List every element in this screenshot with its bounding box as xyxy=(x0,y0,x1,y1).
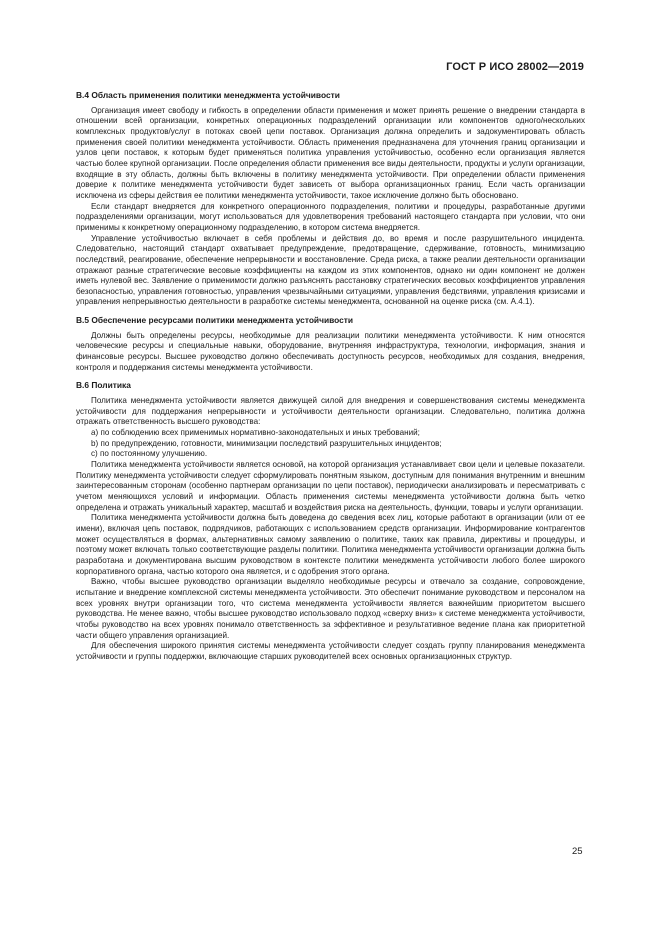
section-b6 xyxy=(76,380,585,662)
page-number: 25 xyxy=(572,846,583,857)
section-heading: В.4 Область применения политики менеджмента устойчивости xyxy=(76,90,340,100)
section-heading: В.6 Политика xyxy=(76,380,131,391)
list-item: b) по предупреждению, готовности, минимизации последствий разрушительных инцидентов; xyxy=(91,438,442,448)
page-content xyxy=(76,90,585,669)
section-heading: В.5 Обеспечение ресурсами политики менеджмента устойчивости xyxy=(76,315,354,326)
paragraph: Политика менеджмента устойчивости является движущей силой для внедрения и совершенствования системы менеджмента устойчивости для поддержания непрерывности и устойчивости деятельности организации. Следовательно, политика должна отражать ответственность высшего руководства: xyxy=(76,396,585,427)
list-item: c) по постоянному улучшению. xyxy=(91,449,208,459)
section-b5 xyxy=(76,315,585,373)
responsibility-list xyxy=(76,428,585,460)
list-item: a) по соблюдению всех применимых нормативно-законодательных и иных требований; xyxy=(91,428,420,438)
paragraph: Политика менеджмента устойчивости должна быть доведена до сведения всех лиц, которые работают в организации (или от ее имени), включая цепь поставок, подрядчиков, работающих с использованием средств организации. Информирование контрагентов может осуществляться в формах, альтернативных самому заявлению о политике, таких как правила, директивы и процедуры, и поэтому может включать только соответствующие разделы политики. Политика менеджмента устойчивости организации должна быть разработана и документирована высшим руководством в контексте политики менеджмента устойчивости любого более широкого корпоративного органа, частью которого она является, и с одобрения этого органа. xyxy=(76,513,585,576)
paragraph: Если стандарт внедряется для конкретного операционного подразделения, политики и процедуры, разработанные другими подразделениями организации, могут использоваться для удовлетворения требований настоящего стандарта при условии, что они применимы к конкретному операционному подразделению, в котором система внедряется. xyxy=(76,201,585,232)
paragraph: Политика менеджмента устойчивости является основой, на которой организация устанавливает свои цели и целевые показатели. Политику менеджмента устойчивости следует сформулировать понятным языком, доступным для понимания внутренним и внешним заинтересованным сторонам (особенно партнерам организации по цепи поставок), периодически анализировать и пересматривать с учетом меняющихся условий и информации. Область применения системы менеджмента устойчивости должна быть четко определена и отражать уникальный характер, масштаб и воздействия риска на деятельность, функции, товары и услуги организации. xyxy=(76,460,585,512)
paragraph: Должны быть определены ресурсы, необходимые для реализации политики менеджмента устойчивости. К ним относятся человеческие ресурсы и специальные навыки, оборудование, внутренняя инфраструктура, технологии, информация, знания и финансовые ресурсы. Высшее руководство должно обеспечивать доступность ресурсов, необходимых для создания, внедрения, контроля и поддержания системы менеджмента устойчивости. xyxy=(76,330,585,372)
paragraph: Для обеспечения широкого принятия системы менеджмента устойчивости следует создать группу планирования менеджмента устойчивости и группы поддержки, включающие старших руководителей всех основных организационных структур. xyxy=(76,641,585,661)
document-code-header: ГОСТ Р ИСО 28002—2019 xyxy=(446,61,584,73)
paragraph: Организация имеет свободу и гибкость в определении области применения и может принять решение о внедрении стандарта в отношении всей организации, конкретных операционных подразделений организации или компонентов одного/нескольких комплексных продуктов/услуг в потоках своей цепи поставок. Организация должна определить и задокументировать область применения своей политики менеджмента устойчивости. Область применения предназначена для уточнения границ организации и узлов цепи поставок, к которым будет применяться политика управления устойчивостью, особенно если организация является частью более крупной организации. После определения области применения все виды деятельности, продукты и услуги организации, входящие в эту область, должны быть включены в политику менеджмента устойчивости. При определении области применения доверие к политике менеджмента устойчивости будет зависеть от выбора организационных границ. Если часть организации исключена из сферы действия ее политики менеджмента устойчивости, такое исключение должно быть обосновано. xyxy=(76,105,585,200)
paragraph: Важно, чтобы высшее руководство организации выделяло необходимые ресурсы и отвечало за создание, сопровождение, испытание и внедрение комплексной системы менеджмента устойчивости. Это обеспечит понимание руководством и персоналом на всех уровнях внутри организации того, что система менеджмента устойчивости является важнейшим приоритетом высшего руководства. Не менее важно, чтобы высшее руководство использовало подход «сверху вниз» к системе менеджмента устойчивости, чтобы руководство на всех уровнях понимало ответственность за эффективное и результативное ведение плана как приоритетной части общего управления организацией. xyxy=(76,577,585,640)
section-b4 xyxy=(76,90,585,308)
paragraph: Управление устойчивостью включает в себя проблемы и действия до, во время и после разрушительного инцидента. Следовательно, настоящий стандарт охватывает предупреждение, предотвращение, сдерживание, готовность, минимизацию последствий, реагирование, обеспечение непрерывности и восстановление. Среда риска, а также реалии деятельности организации отражают разные стратегические весовые коэффициенты на каждом из этих компонентов, однако ни один компонент не должен иметь нулевой вес. Заявление о применимости должно разъяснять расстановку стратегических весовых коэффициентов управления безопасностью, управления готовностью, управления чрезвычайными ситуациями, управления бедствиями, управления кризисами и управления непрерывностью деятельности в разработке системы менеджмента, основанной на оценке риска (см. А.4.1). xyxy=(76,233,585,307)
